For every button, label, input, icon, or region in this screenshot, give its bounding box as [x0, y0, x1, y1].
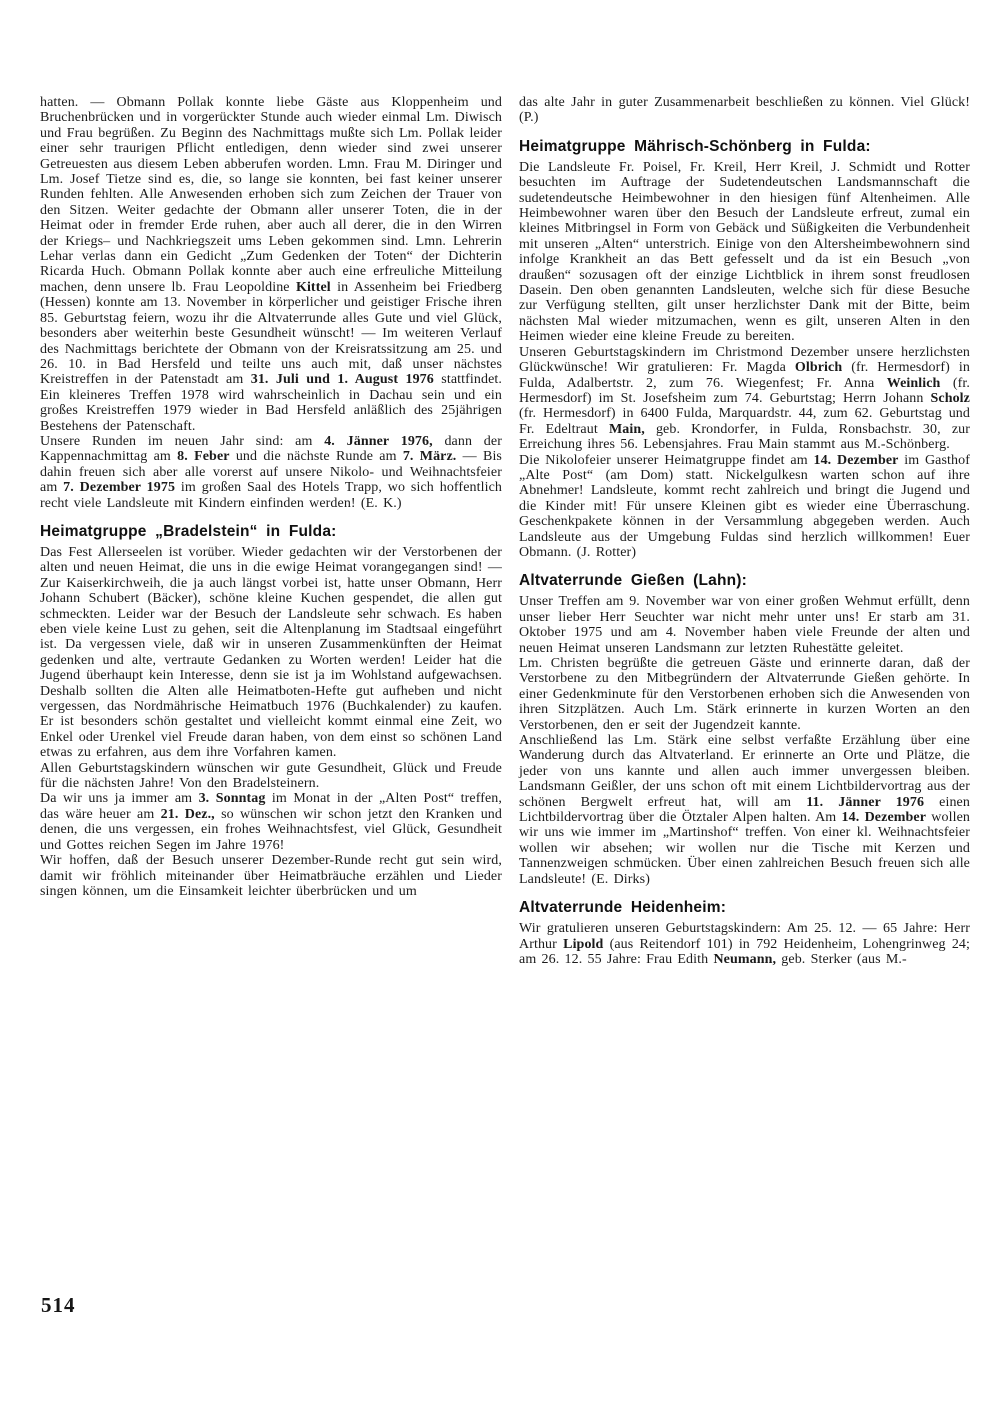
- two-column-text-area: [40, 95, 970, 967]
- paragraph-treffen-alte-post: Da wir uns ja immer am 3. Sonntag im Monat in der „Alten Post“ treffen, das wäre heuer am 21. Dez., so wünschen wir schon jetzt den Kranken und denen, die uns vergessen, ein frohes Weihnachtsfest, viel Glück, Gesundheit und Gottes reichen Segen im Jahre 1976!: [40, 791, 502, 853]
- paragraph-geburtstagskinder-heidenheim: Wir gratulieren unseren Geburtstagskindern: Am 25. 12. — 65 Jahre: Herr Arthur Lipold (aus Reitendorf 101) in 792 Heidenheim, Lohengrinweg 24; am 26. 12. 55 Jahre: Frau Edith Neumann, geb. Sterker (aus M.-: [519, 921, 971, 967]
- paragraph-gedenkminute: Lm. Christen begrüßte die getreuen Gäste und erinnerte daran, daß der Verstorbene zu den Mitbegründern der Altvaterrunde Gießen gehörte. In einer Gedenkminute für den Verstorbenen erhoben sich die Anwesenden von ihren Sitzplätzen. Auch Lm. Stärk erinnerte in kurzen Worten an den Verstorbenen, den er seit der Jugendzeit kannte.: [519, 656, 970, 733]
- page-number: 514: [41, 1293, 76, 1317]
- paragraph-geburtstagswuensche-bradelstein: Allen Geburtstagskindern wünschen wir gute Gesundheit, Glück und Freude für die nächsten Jahre! Von den Bradelsteinern.: [40, 760, 502, 792]
- paragraph-nikolofeier: Die Nikolofeier unserer Heimatgruppe findet am 14. Dezember im Gasthof „Alte Post“ (am Dom) statt. Nickelgulkesn warten schon auf ihre Abnehmer! Landsleute, kommt recht zahlreich und bringt die Jugend und die Kinder mit! Für unsere Kleinen gibt es wieder eine Überraschung. Geschenkpakete können in der Versammlung abgegeben werden. Auch Landsleute aus der Umgebung Fuldas sind herzlich willkommen! Euer Obmann. (J. Rotter): [519, 452, 970, 560]
- section-heading-maehrisch-schoenberg: Heimatgruppe Mährisch-Schönberg in Fulda:: [519, 137, 871, 155]
- paragraph-allerseelen: Das Fest Allerseelen ist vorüber. Wieder gedachten wir der Verstorbenen der alten und neuen Heimat, die uns in die ewige Heimat vorangegangen sind! — Zur Kaiserkirchweih, die ja auch längst vorbei ist, hatte unser Obmann, Herr Johann Schubert (Bäcker), schöne kleine Kuchen gespendet, die allen gut schmeckten. Leider war der Besuch der Landsleute sehr schwach. Es haben eben viele keine Lust zu gehen, seit die Altenplanung im Stadtsaal eingeführt ist. Da vergessen viele, daß wir in unseren Zusammenkünften der Heimat gedenken und alte, vertraute Gedanken zu Worten werden! Leider hat die Jugend überhaupt kein Interesse, denn sie ist ja im Wohlstand aufgewachsen. Deshalb sollten die Alten alle Heimatboten-Hefte gut aufheben und nicht vergessen, das Nordmährische Heimatbuch 1976 (Buchkalender) zu kaufen. Er ist besonders schön gestaltet und vielleicht kommt einmal eine Zeit, wo Enkel oder Urenkel viel Freude daran haben, von dem einst so schönen Land etwas zu erfahren, aus dem ihre Vorfahren kamen.: [40, 544, 502, 761]
- right-column: [519, 95, 970, 967]
- paragraph-dezember-runde: Wir hoffen, daß der Besuch unserer Dezember-Runde recht gut sein wird, damit wir fröhlich miteinander über Heimatbräuche erzählen und Lieder singen können, um die Einsamkeit leichter überbrücken und um: [40, 853, 502, 899]
- paragraph-continuation-dezember-runde: das alte Jahr in guter Zusammenarbeit beschließen zu können. Viel Glück! (P.): [519, 95, 970, 126]
- left-column: [40, 95, 502, 967]
- paragraph-erzaehlung-altvaterland: Anschließend las Lm. Stärk eine selbst verfaßte Erzählung über eine Wanderung durch das Altvaterland. Er erinnerte an Orte und Plätze, die jeder von uns kannte und allen auch immer unvergessen bleiben. Landsmann Geißler, der uns schon oft mit einem Lichtbildervortrag aus der schönen Bergwelt erfreut hat, will am 11. Jänner 1976 einen Lichtbildervortrag über die Ötztaler Alpen halten. Am 14. Dezember wollen wir uns wie immer im „Martinshof“ treffen. Von einer kl. Weihnachtsfeier wollen wir absehen; wir wollen nur die Tische mit Kerzen und Tannenzweigen schmücken. Über einen zahlreichen Besuch freuen sich alle Landsleute! (E. Dirks): [519, 733, 970, 887]
- paragraph-treffen-november: Unser Treffen am 9. November war von einer großen Wehmut erfüllt, denn unser lieber Herr Seuchter war nicht mehr unter uns! Er starb am 31. Oktober 1975 und am 4. November haben viele Freunde der alten und neuen Heimat unseren Landsmann zur letzten Ruhestätte geleitet.: [519, 594, 970, 656]
- section-heading-heidenheim: Altvaterrunde Heidenheim:: [519, 899, 727, 917]
- section-heading-bradelstein: Heimatgruppe „Bradelstein“ in Fulda:: [40, 522, 337, 540]
- section-heading-giessen: Altvaterrunde Gießen (Lahn):: [519, 572, 748, 590]
- paragraph-continuation-altvaterrunde: hatten. — Obmann Pollak konnte liebe Gäste aus Kloppenheim und Bruchenbrücken und in vorgerückter Stunde auch wieder einmal Lm. Diwisch und Frau begrüßen. Zu Beginn des Nachmittags mußte sich Lm. Pollak leider einer sehr traurigen Pflicht entledigen, denn wieder sind zwei unserer Getreuesten aus diesem Leben abberufen worden. Lmn. Frau M. Diringer und Lm. Josef Tietze sind es, die, so lange sie konnten, bei fast keiner unserer Runden fehlten. Alle Anwesenden erhoben sich zum Zeichen der Trauer von den Sitzen. Weiter gedachte der Obmann aller unserer Toten, die in der Heimat oder in fremder Erde ruhen, aber auch all derer, die in den Wirren der Kriegs– und Nachkriegszeit ums Leben gekommen sind. Lmn. Lehrerin Lehar verlas dann ein Gedicht „Zum Gedenken der Toten“ der Dichterin Ricarda Huch. Obmann Pollak konnte aber auch eine erfreuliche Mitteilung machen, denn unsere lb. Frau Leopoldine Kittel in Assenheim bei Friedberg (Hessen) konnte am 13. November in körperlicher und geistiger Frische ihren 85. Geburtstag feiern, wozu ihr die Altvaterrunde alles Gute und viel Glück, besonders aber weiterhin beste Gesundheit wünscht! — Im weiteren Verlauf des Nachmittags berichtete der Obmann von der Kreisratssitzung am 25. und 26. 10. in Bad Hersfeld und teilte uns auch mit, daß unser nächstes Kreistreffen in der Patenstadt am 31. Juli und 1. August 1976 stattfindet. Ein kleineres Treffen 1978 wird wahrscheinlich in Dachau sein und ein großes Kreistreffen 1979 wieder in Bad Hersfeld anläßlich des 25jährigen Bestehens der Patenschaft.: [40, 95, 502, 434]
- paragraph-altenheim-besuche: Die Landsleute Fr. Poisel, Fr. Kreil, Herr Kreil, J. Schmidt und Rotter besuchten im Auftrage der Sudetendeutschen Landsmannschaft die sudetendeutsche Heimbewohner in den hiesigen fünf Altenheimen. Alle Heimbewohner waren über den Besuch der Landsleute erfreut, zumal ein kleines Mitbringsel in Form von Gebäck und Süßigkeiten die Verbundenheit mit unseren „Alten“ unterstrich. Einige von den Altersheimbewohnern sind infolge Krankheit an das Bett gefesselt und da ist ein Besuch „von draußen“ sozusagen oft der einzige Lichtblick in ihrem sonst freudlosen Dasein. Den oben genannten Landsleuten, welche sich für diese Besuche zur Verfügung stellten, gilt unser herzlichster Dank mit der Bitte, beim nächsten Mal wieder mitzumachen, wenn es gilt, unseren Alten in den Heimen wieder eine kleine Freude zu bereiten.: [519, 159, 970, 345]
- paragraph-runden-neues-jahr: Unsere Runden im neuen Jahr sind: am 4. Jänner 1976, dann der Kappennachmittag am 8. Feber und die nächste Runde am 7. März. — Bis dahin freuen sich aber alle vorerst auf unsere Nikolo- und Weihnachtsfeier am 7. Dezember 1975 im großen Saal des Hotels Trapp, wo sich hoffentlich recht viele Landsleute mit Kindern einfinden werden! (E. K.): [40, 433, 502, 511]
- paragraph-geburtstagskinder-dezember: Unseren Geburtstagskindern im Christmond Dezember unsere herzlichsten Glückwünsche! Wir gratulieren: Fr. Magda Olbrich (fr. Hermesdorf) in Fulda, Adalbertstr. 2, zum 76. Wiegenfest; Fr. Anna Weinlich (fr. Hermesdorf) im St. Josefsheim zum 74. Geburtstag; Herrn Johann Scholz (fr. Hermesdorf) in 6400 Fulda, Marquardstr. 44, zum 62. Geburtstag und Fr. Edeltraut Main, geb. Krondorfer, in Fulda, Ronsbachstr. 30, zur Erreichung ihres 56. Lebensjahres. Frau Main stammt aus M.-Schönberg.: [519, 344, 970, 453]
